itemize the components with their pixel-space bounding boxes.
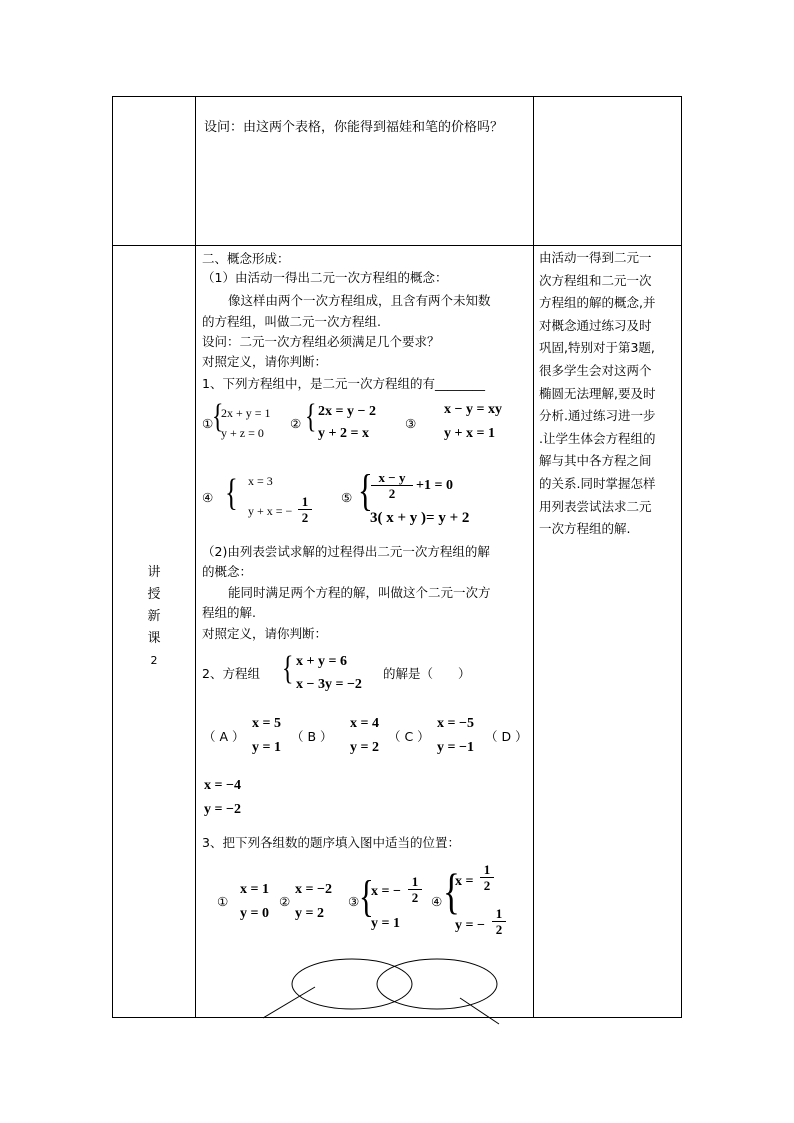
fraction-numerator: 1 bbox=[301, 494, 309, 509]
fraction bbox=[408, 874, 422, 905]
system-number: ② bbox=[290, 416, 302, 431]
brace-icon: { bbox=[225, 472, 238, 514]
system1-eq-a: 2x + y = 1 bbox=[221, 406, 271, 420]
question-2-eq-a: x + y = 6 bbox=[296, 654, 347, 669]
part1-title: （1）由活动一得出二元一次方程组的概念： bbox=[202, 270, 448, 285]
fraction-numerator: 1 bbox=[483, 862, 491, 877]
question-2-eq-b: x − 3y = −2 bbox=[296, 677, 362, 692]
option-c-label: （ C ） bbox=[388, 729, 430, 744]
system-number: ⑤ bbox=[341, 490, 353, 505]
note-line: 由活动一得到二元一 bbox=[539, 250, 652, 265]
system-number: ① bbox=[202, 416, 214, 431]
stage-label bbox=[140, 562, 168, 672]
system5-eq-a-tail: +1 = 0 bbox=[416, 478, 453, 493]
brace-icon: { bbox=[212, 398, 224, 435]
question-1-text: 1、下列方程组中，是二元一次方程组的有________ bbox=[202, 376, 485, 391]
stage-char: 新 bbox=[147, 609, 161, 624]
note-line: 一次方程组的解. bbox=[539, 521, 631, 537]
fraction-denominator: 2 bbox=[408, 889, 422, 905]
system-number: ③ bbox=[405, 416, 417, 431]
fraction bbox=[371, 470, 413, 501]
fraction-denominator: 2 bbox=[371, 485, 413, 501]
judge-prompt-1: 对照定义，请你判断： bbox=[202, 354, 328, 369]
note-line: 分析.通过练习进一步 bbox=[539, 408, 656, 424]
note-line: 用列表尝试法求二元 bbox=[539, 498, 652, 514]
system2-eq-a: 2x = y − 2 bbox=[318, 404, 376, 419]
option-a-x: x = 5 bbox=[252, 716, 281, 731]
judge-prompt-2: 对照定义，请你判断： bbox=[202, 626, 328, 641]
option-a-label: （ A ） bbox=[203, 729, 245, 744]
fraction-numerator: 1 bbox=[495, 906, 503, 921]
pair1-y: y = 0 bbox=[240, 906, 269, 921]
column-divider-2 bbox=[533, 96, 534, 1018]
pair2-y: y = 2 bbox=[295, 906, 324, 921]
note-line: .让学生体会方程组的 bbox=[539, 430, 656, 446]
note-line: 次方程组和二元一次 bbox=[539, 272, 652, 288]
right-ellipse bbox=[377, 959, 497, 1009]
note-line: 解与其中各方程之间 bbox=[539, 453, 652, 469]
pair4-y: y = − bbox=[455, 918, 485, 933]
table-border-top bbox=[112, 96, 682, 97]
left-pointer-line bbox=[263, 987, 315, 1018]
row1-question: 设问：由这两个表格，你能得到福娃和笔的价格吗？ bbox=[204, 120, 504, 135]
option-c-y: y = −1 bbox=[437, 740, 474, 755]
ellipses-diagram bbox=[255, 950, 510, 1028]
system1-eq-b: y + z = 0 bbox=[221, 426, 264, 440]
note-line: 椭圆无法理解,要及时 bbox=[539, 385, 656, 401]
brace-icon: { bbox=[358, 466, 373, 515]
question-2-prefix: 2、方程组 bbox=[202, 666, 260, 681]
note-line: 很多学生会对这两个 bbox=[539, 362, 652, 378]
pair3-x: x = − bbox=[371, 884, 401, 899]
option-b-x: x = 4 bbox=[350, 716, 379, 731]
row-divider bbox=[112, 245, 682, 246]
question-2-suffix: 的解是（ ） bbox=[383, 666, 471, 681]
brace-icon: { bbox=[305, 398, 317, 435]
pair-number: ② bbox=[279, 894, 291, 909]
option-a-y: y = 1 bbox=[252, 740, 281, 755]
pair4-x: x = bbox=[455, 874, 474, 889]
definition1-line2: 的方程组，叫做二元一次方程组. bbox=[202, 314, 381, 329]
option-b-label: （ B ） bbox=[291, 729, 333, 744]
pair-number: ① bbox=[217, 894, 229, 909]
fraction-denominator: 2 bbox=[480, 877, 494, 893]
stage-char: 2 bbox=[150, 654, 158, 667]
brace-icon: { bbox=[359, 872, 374, 921]
option-d-y: y = −2 bbox=[204, 802, 241, 817]
pair-number: ④ bbox=[431, 894, 443, 909]
option-b-y: y = 2 bbox=[350, 740, 379, 755]
definition2-line1: 能同时满足两个方程的解，叫做这个二元一次方 bbox=[228, 585, 491, 600]
note-line: 方程组的解的概念,并 bbox=[539, 295, 656, 311]
teaching-notes bbox=[539, 247, 679, 541]
table-border-right bbox=[681, 96, 682, 1018]
fraction-numerator: x − y bbox=[378, 470, 406, 485]
pair2-x: x = −2 bbox=[295, 882, 332, 897]
question-3-text: 3、把下列各组数的题序填入图中适当的位置： bbox=[202, 835, 460, 850]
note-line: 巩固,特别对于第3题, bbox=[539, 340, 655, 356]
stage-char: 课 bbox=[147, 631, 161, 646]
definition1-line1: 像这样由两个一次方程组成，且含有两个未知数 bbox=[228, 293, 491, 308]
option-d-x: x = −4 bbox=[204, 778, 241, 793]
option-d-label: （ D ） bbox=[485, 729, 528, 744]
system3-eq-a: x − y = xy bbox=[444, 402, 502, 417]
section-heading: 二、概念形成： bbox=[202, 251, 290, 266]
fraction bbox=[480, 862, 494, 893]
column-divider-1 bbox=[195, 96, 196, 1018]
system3-eq-b: y + x = 1 bbox=[444, 426, 495, 441]
system4-eq-a: x = 3 bbox=[248, 474, 273, 488]
part2-title: （2)由列表尝试求解的过程得出二元一次方程组的解 bbox=[202, 544, 490, 559]
system2-eq-b: y + 2 = x bbox=[318, 426, 369, 441]
stage-char: 授 bbox=[147, 587, 161, 602]
system5-eq-b: 3( x + y )= y + 2 bbox=[370, 510, 470, 526]
system-number: ④ bbox=[202, 490, 214, 505]
definition2-line2: 程组的解. bbox=[202, 605, 256, 620]
note-line: 对概念通过练习及时 bbox=[539, 317, 652, 333]
stage-char: 讲 bbox=[147, 565, 161, 580]
fraction-denominator: 2 bbox=[298, 509, 312, 525]
table-border-left bbox=[112, 96, 113, 1018]
question-ask: 设问：二元一次方程组必须满足几个要求？ bbox=[202, 334, 440, 349]
fraction-numerator: 1 bbox=[411, 874, 419, 889]
fraction-denominator: 2 bbox=[492, 921, 506, 937]
fraction bbox=[492, 906, 506, 937]
system4-eq-b: y + x = − bbox=[248, 504, 293, 518]
note-line: 的关系.同时掌握怎样 bbox=[539, 475, 656, 491]
pair3-y: y = 1 bbox=[371, 916, 400, 931]
brace-icon: { bbox=[443, 863, 460, 919]
brace-icon: { bbox=[282, 650, 294, 687]
part2-title-cont: 的概念： bbox=[202, 564, 253, 579]
option-c-x: x = −5 bbox=[437, 716, 474, 731]
pair-number: ③ bbox=[348, 894, 360, 909]
pair1-x: x = 1 bbox=[240, 882, 269, 897]
fraction bbox=[298, 494, 312, 525]
